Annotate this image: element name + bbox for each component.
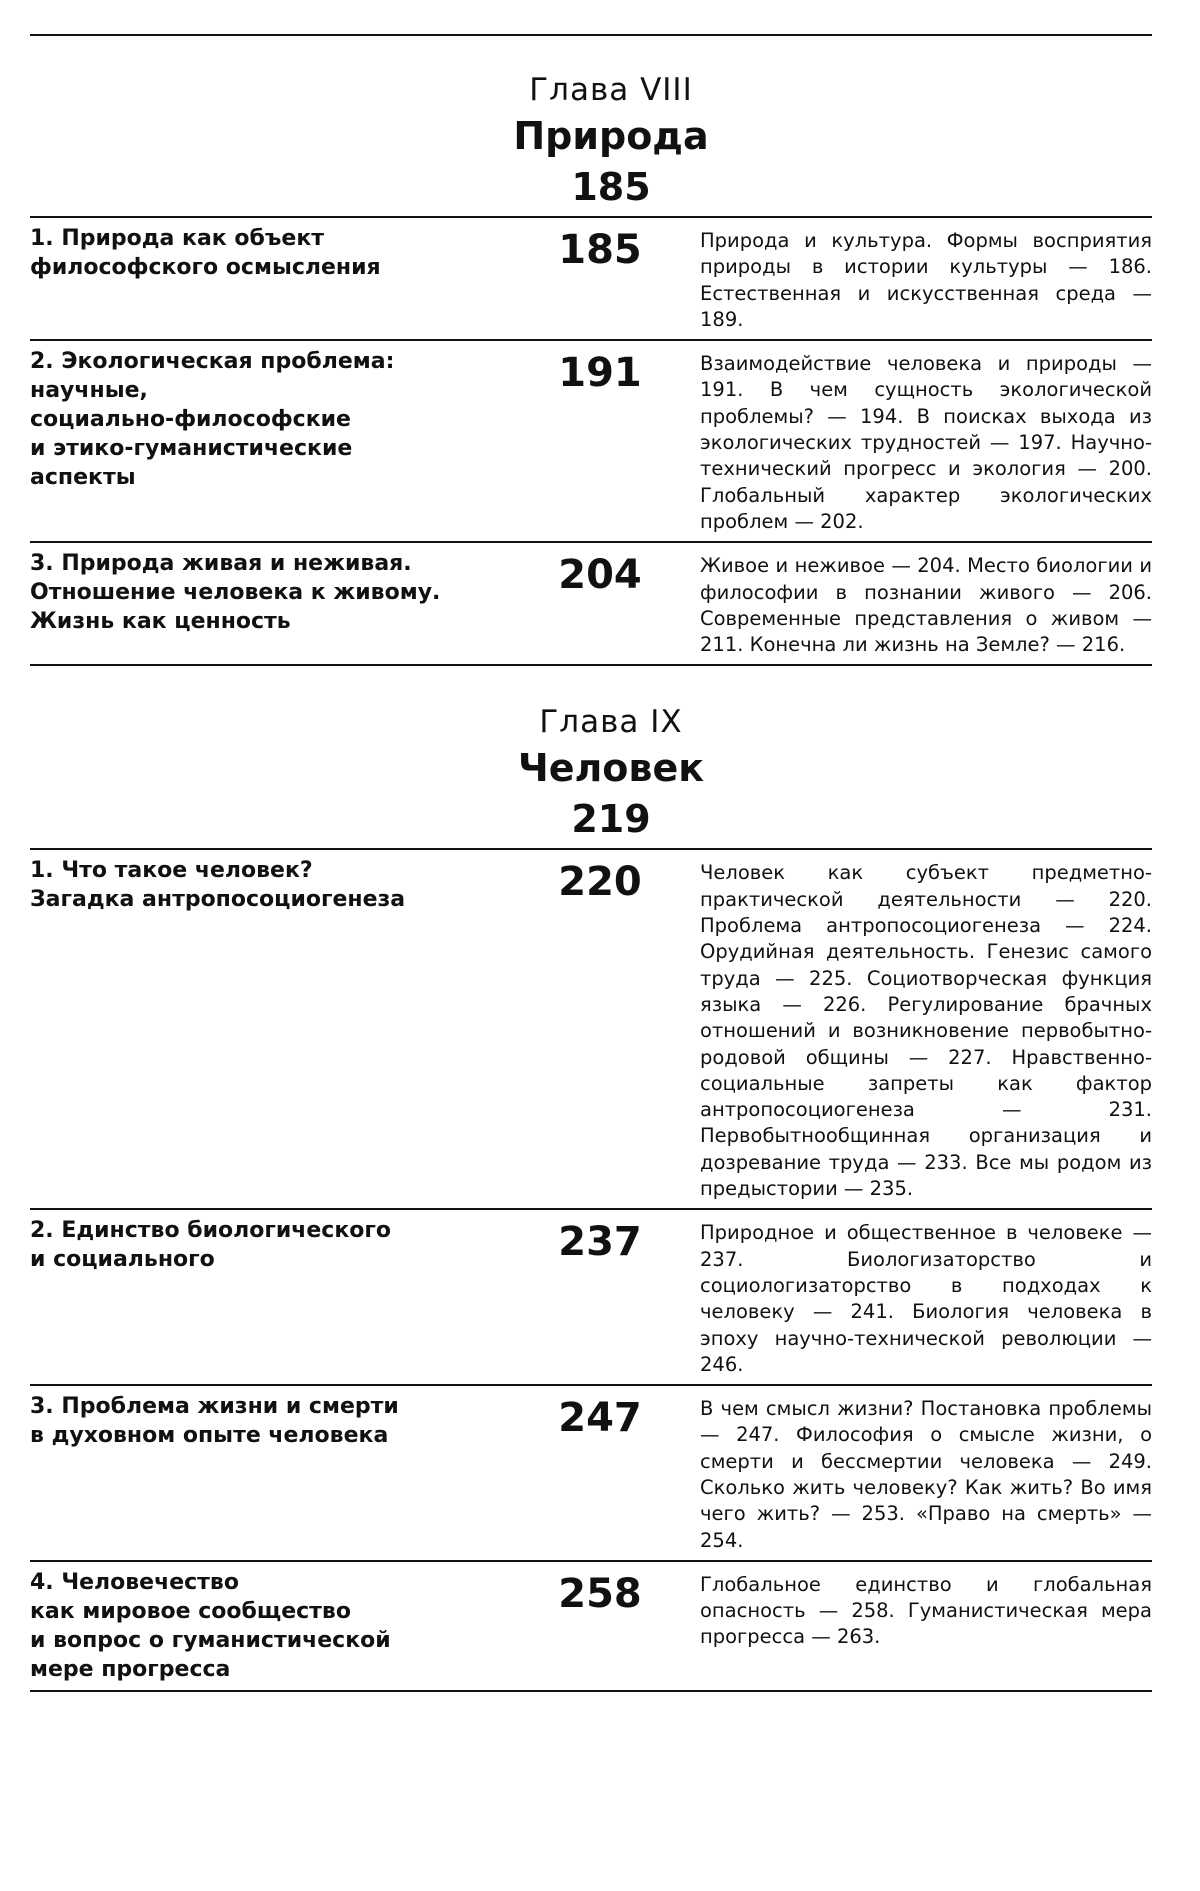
toc-section bbox=[30, 216, 1152, 339]
section-description: Природное и общественное в человеке — 237. Биологизаторство и социологизаторство в подходах к человеку — 241. Биология человека в эпоху научно-технической революции — 246. bbox=[700, 1221, 1152, 1376]
section-title: 1. Природа как объект философского осмысления bbox=[30, 226, 381, 280]
section-description: Глобальное единство и глобальная опасность — 258. Гуманистическая мера прогресса — 263. bbox=[700, 1572, 1152, 1649]
chapter-heading bbox=[30, 666, 1152, 844]
section-description: Природа и культура. Формы восприятия природы в истории культуры — 186. Естественная и искусственная среда — 189. bbox=[700, 229, 1152, 331]
section-title: 3. Природа живая и неживая. Отношение человека к живому. Жизнь как ценность bbox=[30, 551, 441, 635]
section-page-number: 247 bbox=[558, 1395, 642, 1442]
section-description: Человек как субъект предметно-практической деятельности — 220. Проблема антропосоциогенеза — 224. Орудийная деятельность. Генезис самого труда — 225. Социотворческая функция языка — 226. Регулирование брачных отношений и возникновение первобытно-родовой общины — 227. Нравственно-социальные запреты как фактор антропосоциогенеза — 231. Первобытнообщинная организация и дозревание труда — 233. Все мы родом из предыстории — 235. bbox=[700, 861, 1152, 1201]
page-bottom-rule bbox=[30, 1690, 1152, 1692]
section-page-number: 204 bbox=[558, 552, 642, 599]
toc-section bbox=[30, 1208, 1152, 1384]
section-title: 2. Единство биологического и социального bbox=[30, 1218, 391, 1273]
toc-page bbox=[30, 0, 1152, 1692]
section-page-number: 237 bbox=[558, 1219, 642, 1266]
section-page-number: 220 bbox=[558, 859, 642, 906]
toc-section bbox=[30, 1560, 1152, 1690]
chapter-label: Глава IX bbox=[539, 704, 683, 741]
chapter-title: Человек bbox=[517, 746, 705, 791]
toc-section bbox=[30, 848, 1152, 1208]
section-page-number: 185 bbox=[558, 227, 642, 273]
section-description: В чем смысл жизни? Постановка проблемы — 247. Философия о смысле жизни, о смерти и бессмертии человека — 249. Сколько жить человеку? Как жить? Во имя чего жить? — 253. «Право на смерть» — 254. bbox=[700, 1397, 1152, 1552]
section-title: 2. Экологическая проблема: научные, социально-философские и этико-гуманистические аспекты bbox=[30, 349, 395, 491]
section-title: 3. Проблема жизни и смерти в духовном опыте человека bbox=[30, 1394, 399, 1449]
chapter-title: Природа bbox=[513, 114, 709, 158]
section-title: 4. Человечество как мировое сообщество и вопрос о гуманистической мере прогресса bbox=[30, 1569, 391, 1682]
chapter-label: Глава VIII bbox=[529, 72, 693, 108]
toc-section bbox=[30, 1384, 1152, 1560]
section-title: 1. Что такое человек? Загадка антропосоциогенеза bbox=[30, 858, 406, 913]
chapter-9 bbox=[30, 666, 1152, 1691]
section-description: Живое и неживое — 204. Место биологии и философии в познании живого — 206. Современные представления о живом — 211. Конечна ли жизнь на Земле? — 216. bbox=[700, 554, 1152, 657]
chapter-8 bbox=[30, 36, 1152, 666]
toc-section bbox=[30, 339, 1152, 541]
section-description: Взаимодействие человека и природы — 191. В чем сущность экологической проблемы? — 194. В поисках выхода из экологических трудностей — 197. Научно-технический прогресс и экология — 200. Глобальный характер экологических проблем — 202. bbox=[700, 352, 1152, 533]
toc-section bbox=[30, 541, 1152, 664]
chapter-page-number: 219 bbox=[571, 797, 651, 842]
chapter-heading bbox=[30, 36, 1152, 212]
section-page-number: 258 bbox=[558, 1570, 642, 1617]
chapter-page-number: 185 bbox=[571, 165, 651, 209]
section-page-number: 191 bbox=[558, 350, 642, 397]
